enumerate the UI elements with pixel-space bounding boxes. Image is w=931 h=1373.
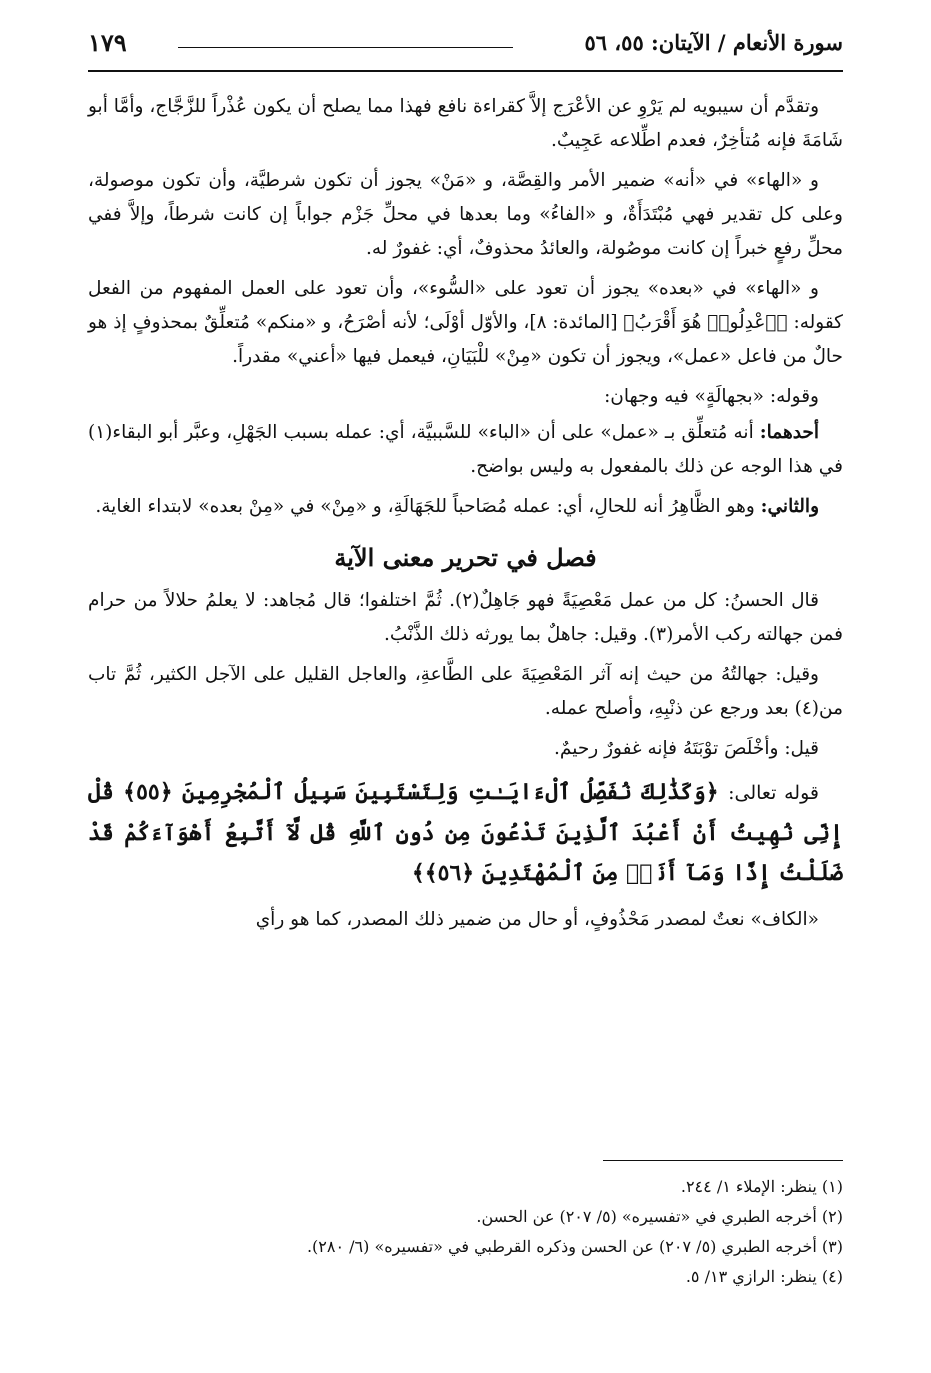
paragraph: وتقدَّم أن سيبويه لم يَرْوِ عن الأعْرَج إلاَّ كقراءة نافع فهذا مما يصلح أن يكون عُذْراً للزَّجَّاج، وأمَّا أبو شَامَةَ فإنه مُتأخِرٌ، فعدم اطِّلاعه عَجِيبٌ. [88, 96, 843, 151]
paragraph: و «الهاء» في «بعده» يجوز أن تعود على «السُّوء»، وأن تعود على العمل المفهوم من الفعل كقوله: ﴿ٱعْدِلُوا۟ هُوَ أَقْرَبُ﴾ [المائدة: ٨]، والأوّل أوْلَى؛ لأنه أصْرَحُ، و «منكم» مُتعلِّقٌ بمحذوفٍ إذ هو حالٌ من فاعل «عمل»، ويجوز أن تكون «مِنْ» للْبَيَانِ، فيعمل فيها «أعني» مقدراً. [88, 278, 843, 367]
footnote: (٤) ينظر: الرازي ١٣/ ٥. [685, 1267, 843, 1286]
quran-verse [88, 772, 843, 893]
footnote: (١) ينظر: الإملاء ١/ ٢٤٤. [680, 1177, 843, 1196]
verse-intro: قوله تعالى: [728, 782, 819, 804]
page-body [88, 90, 843, 943]
header-line [178, 47, 513, 48]
footnote: (٢) أخرجه الطبري في «تفسيره» (٥/ ٢٠٧) عن الحسن. [476, 1207, 843, 1226]
header-rule [88, 70, 843, 72]
page-number: ١٧٩ [88, 28, 127, 57]
paragraph-label: أحدهما: [759, 422, 819, 443]
section-heading: فصل في تحرير معنى الآية [334, 543, 597, 572]
paragraph-label: والثاني: [760, 496, 819, 517]
page-header [88, 30, 843, 66]
running-title: سورة الأنعام / الآيتان: ٥٥، ٥٦ [584, 30, 843, 55]
paragraph: «الكاف» نعتٌ لمصدر مَحْذُوفٍ، أو حال من ضمير ذلك المصدر، كما هو رأي [255, 909, 819, 930]
footnotes [88, 1172, 843, 1292]
verse-text: ﴿وَكَذَٰلِكَ نُفَصِّلُ ٱلْءَايَـٰتِ وَلِتَسْتَبِينَ سَبِيلُ ٱلْمُجْرِمِينَ ﴿٥٥﴾ قُلْ إِنِّى نُهِيتُ أَنْ أَعْبُدَ ٱلَّذِينَ تَدْعُونَ مِن دُونِ ٱللَّهِ قُل لَّآ أَتَّبِعُ أَهْوَآءَكُمْ قَدْ ضَلَلْتُ إِذًا وَمَآ أَنَا۠ مِنَ ٱلْمُهْتَدِينَ ﴿٥٦﴾﴾ [88, 779, 843, 886]
paragraph [88, 490, 843, 524]
footnote: (٣) أخرجه الطبري (٥/ ٢٠٧) عن الحسن وذكره القرطبي في «تفسيره» (٦/ ٢٨٠). [306, 1237, 843, 1256]
paragraph: قال الحسنُ: كل من عمل مَعْصِيَةً فهو جَاهِلٌ(٢). ثُمَّ اختلفوا؛ قال مُجاهد: لا يعلمُ حلالاً من حرام فمن جهالته ركب الأمر(٣). وقيل: جاهلٌ بما يورثه ذلك الذَّنْبُ. [88, 590, 843, 645]
paragraph-text: أنه مُتعلِّق بـ «عمل» على أن «الباء» للسَّببيَّة، أي: عمله بسبب الجَهْلِ، وعبَّر أبو البقاء(١) في هذا الوجه عن ذلك بالمفعول به وليس بواضح. [88, 422, 843, 477]
paragraph: قيل: وأخْلَصَ توْبَتَهُ فإنه غفورٌ رحيمٌ. [554, 738, 819, 759]
paragraph: و «الهاء» في «أنه» ضمير الأمر والقِصَّة، و «مَنْ» يجوز أن تكون شرطيَّة، وأن تكون موصولة، وعلى كل تقدير فهي مُبْتَدَأَةٌ، و «الفاءُ» وما بعدها في محلِّ جَزْم جواباً إن كانت شرطاً، وإلاَّ ففي محلِّ رفعٍ خبراً إن كانت موصُولة، والعائدُ محذوفٌ، أي: غفورٌ له. [88, 170, 843, 259]
footnote-rule [603, 1160, 843, 1161]
paragraph [88, 416, 843, 484]
paragraph-text: وهو الظَّاهِرُ أنه للحالِ، أي: عمله مُصَاحباً للجَهَالَةِ، و «مِنْ» في «مِنْ بعده» لابتداء الغاية. [95, 496, 761, 517]
paragraph: وقيل: جهالتُهُ من حيث إنه آثر المَعْصِيَةَ على الطَّاعةِ، والعاجل القليل على الآجل الكثير، ثُمَّ تاب من(٤) بعد ورجع عن ذنْبِهِ، وأصلح عمله. [88, 664, 843, 719]
paragraph: وقوله: «بجهالَةٍ» فيه وجهان: [604, 386, 819, 407]
